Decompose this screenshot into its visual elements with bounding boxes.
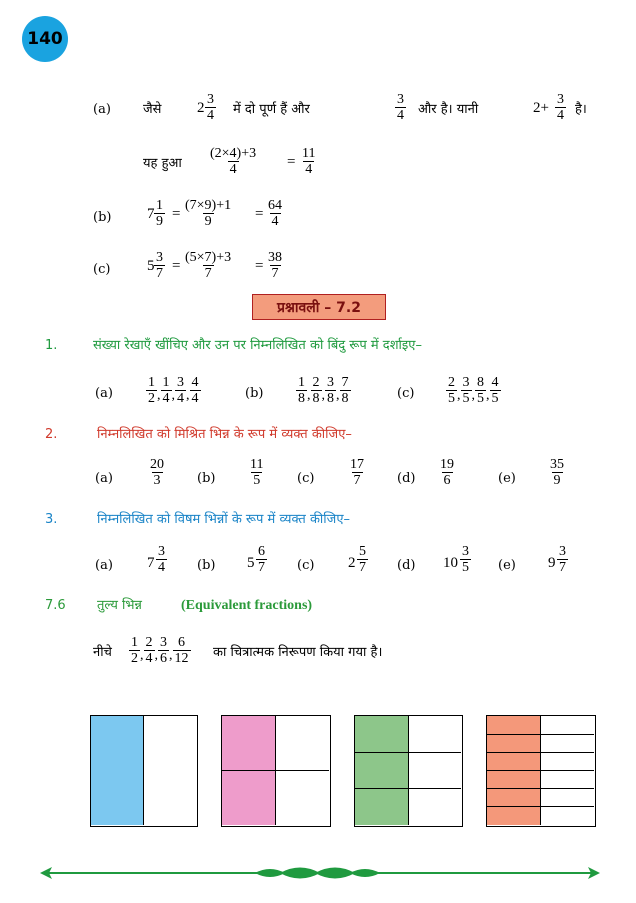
fraction: $\frac{3}{5}$ [462,544,469,575]
shaded-part [355,716,409,825]
item-label: (c) [297,558,315,573]
equals: = [172,258,181,274]
separator: , [157,388,161,403]
fraction: $\frac{2}{8}$ [312,374,320,406]
mixed-whole: 9 [548,555,556,571]
q1-b-fractions [296,370,351,410]
fraction: $\frac{3}{5}$ [462,374,470,406]
section-number: 7.6 [45,598,66,613]
example-c-label: (c) [93,262,111,277]
section-title-hindi: तुल्य भिन्न [97,598,142,613]
fraction: $\frac{3}{4}$ [207,92,214,123]
item-label: (b) [197,471,216,486]
divider [355,788,461,789]
q2-text: निम्नलिखित को मिश्रित भिन्न के रूप में व्यक्त कीजिए– [97,427,352,442]
example-a-text: में दो पूर्ण हैं और [233,102,310,117]
q1-c-label: (c) [397,386,415,401]
section-line-start: नीचे [93,645,112,660]
fraction: $\frac{3}{7}$ [559,544,566,575]
fraction: $\frac{38}{7}$ [268,250,282,281]
separator: , [186,388,190,403]
fraction: $\frac{2}{5}$ [448,374,455,406]
fraction: $\frac{64}{4}$ [268,198,282,229]
q2-number: 2. [45,427,58,442]
divider [487,734,594,735]
fraction: $\frac{7}{8}$ [341,374,349,406]
item-label: (c) [297,471,315,486]
fraction: $\frac{3}{4}$ [557,92,564,123]
separator: , [154,648,158,663]
q1-text: संख्या रेखाएँ खींचिए और उन पर निम्नलिखित को बिंदु रूप में दर्शाइए– [93,338,422,353]
separator: , [321,388,325,403]
q2-items [0,455,636,495]
divider [487,752,594,753]
fraction-box-twelfths [486,715,596,827]
fraction: $\frac{19}{6}$ [440,457,454,488]
equals: = [255,258,264,274]
fraction: $\frac{1}{2}$ [148,374,155,406]
q1-b-label: (b) [245,386,264,401]
fraction: $\frac{11}{4}$ [302,146,316,177]
separator: , [471,388,475,403]
item-label: (b) [197,558,216,573]
fraction: $\frac{6}{12}$ [174,634,189,666]
fraction-box-sixths [354,715,463,827]
fraction: $\frac{20}{3}$ [150,457,164,488]
divider [487,806,594,807]
section-title-english: (Equivalent fractions) [181,598,313,613]
equals: = [255,206,264,222]
mixed-whole: 2 [348,555,356,571]
separator: , [307,388,311,403]
fraction: $\frac{1}{9}$ [156,198,163,229]
separator: , [486,388,490,403]
q1-a-fractions [146,370,201,410]
divider [355,752,461,753]
fraction-box-quarters [221,715,331,827]
item-label: (a) [95,471,113,486]
mixed-whole: 5 [247,555,255,571]
separator: , [336,388,340,403]
fraction: $\frac{3}{4}$ [397,92,404,123]
divider [487,770,594,771]
item-label: (a) [95,558,113,573]
fraction: $\frac{3}{6}$ [160,634,167,666]
separator: , [140,648,144,663]
fraction-box-halves [90,715,198,827]
divider [487,788,594,789]
fraction: $\frac{6}{7}$ [258,544,265,575]
item-label: (e) [498,558,516,573]
fraction: $\frac{(2\times 4)+3}{4}$ [210,146,257,177]
item-label: (d) [397,558,416,573]
fraction: $\frac{5}{7}$ [359,544,366,575]
fraction: $\frac{(7\times 9)+1}{9}$ [185,198,232,229]
mixed-whole: 7 [147,206,155,222]
example-b-label: (b) [93,210,112,225]
q3-number: 3. [45,512,58,527]
example-a-text: है। [575,102,587,117]
fraction: $\frac{1}{2}$ [131,634,138,666]
example-a-line2-text: यह हुआ [143,156,182,171]
item-label: (e) [498,471,516,486]
fraction: $\frac{3}{4}$ [177,374,184,406]
fraction: $\frac{(5\times 7)+3}{7}$ [185,250,232,281]
equals: = [287,154,296,170]
decorative-divider [40,860,600,886]
exercise-title: प्रश्नावली – 7.2 [252,294,386,320]
example-a-label: (a) [93,102,111,117]
mixed-whole: 7 [147,555,155,571]
fraction: $\frac{3}{7}$ [156,250,163,281]
item-label: (d) [397,471,416,486]
mixed-whole: 10 [443,555,458,571]
q1-a-label: (a) [95,386,113,401]
equals: = [172,206,181,222]
q3-items [0,542,636,582]
fraction: $\frac{1}{4}$ [162,374,170,406]
separator: , [169,648,173,663]
example-a-text: जैसे [143,102,162,117]
fraction: $\frac{2}{4}$ [145,634,153,666]
fraction: $\frac{3}{4}$ [158,544,165,575]
expr-whole: 2+ [533,100,549,116]
q1-c-fractions [446,370,501,410]
mixed-whole: 5 [147,258,155,274]
shaded-part [91,716,144,825]
section-fractions [129,630,191,670]
fraction: $\frac{4}{4}$ [191,374,199,406]
fraction: $\frac{17}{7}$ [350,457,364,488]
fraction: $\frac{4}{5}$ [491,374,499,406]
separator: , [457,388,461,403]
divider [222,770,329,771]
separator: , [171,388,175,403]
example-a-text: और है। यानी [418,102,479,117]
section-line-end: का चित्रात्मक निरूपण किया गया है। [213,645,383,660]
fraction: $\frac{11}{5}$ [250,457,264,488]
fraction: $\frac{3}{8}$ [327,374,334,406]
fraction: $\frac{35}{9}$ [550,457,564,488]
page-number-badge: 140 [22,16,68,62]
mixed-whole: 2 [197,100,205,116]
fraction: $\frac{8}{5}$ [477,374,484,406]
q3-text: निम्नलिखित को विषम भिन्नों के रूप में व्यक्त कीजिए– [97,512,351,527]
q1-number: 1. [45,338,58,353]
fraction: $\frac{1}{8}$ [298,374,305,406]
